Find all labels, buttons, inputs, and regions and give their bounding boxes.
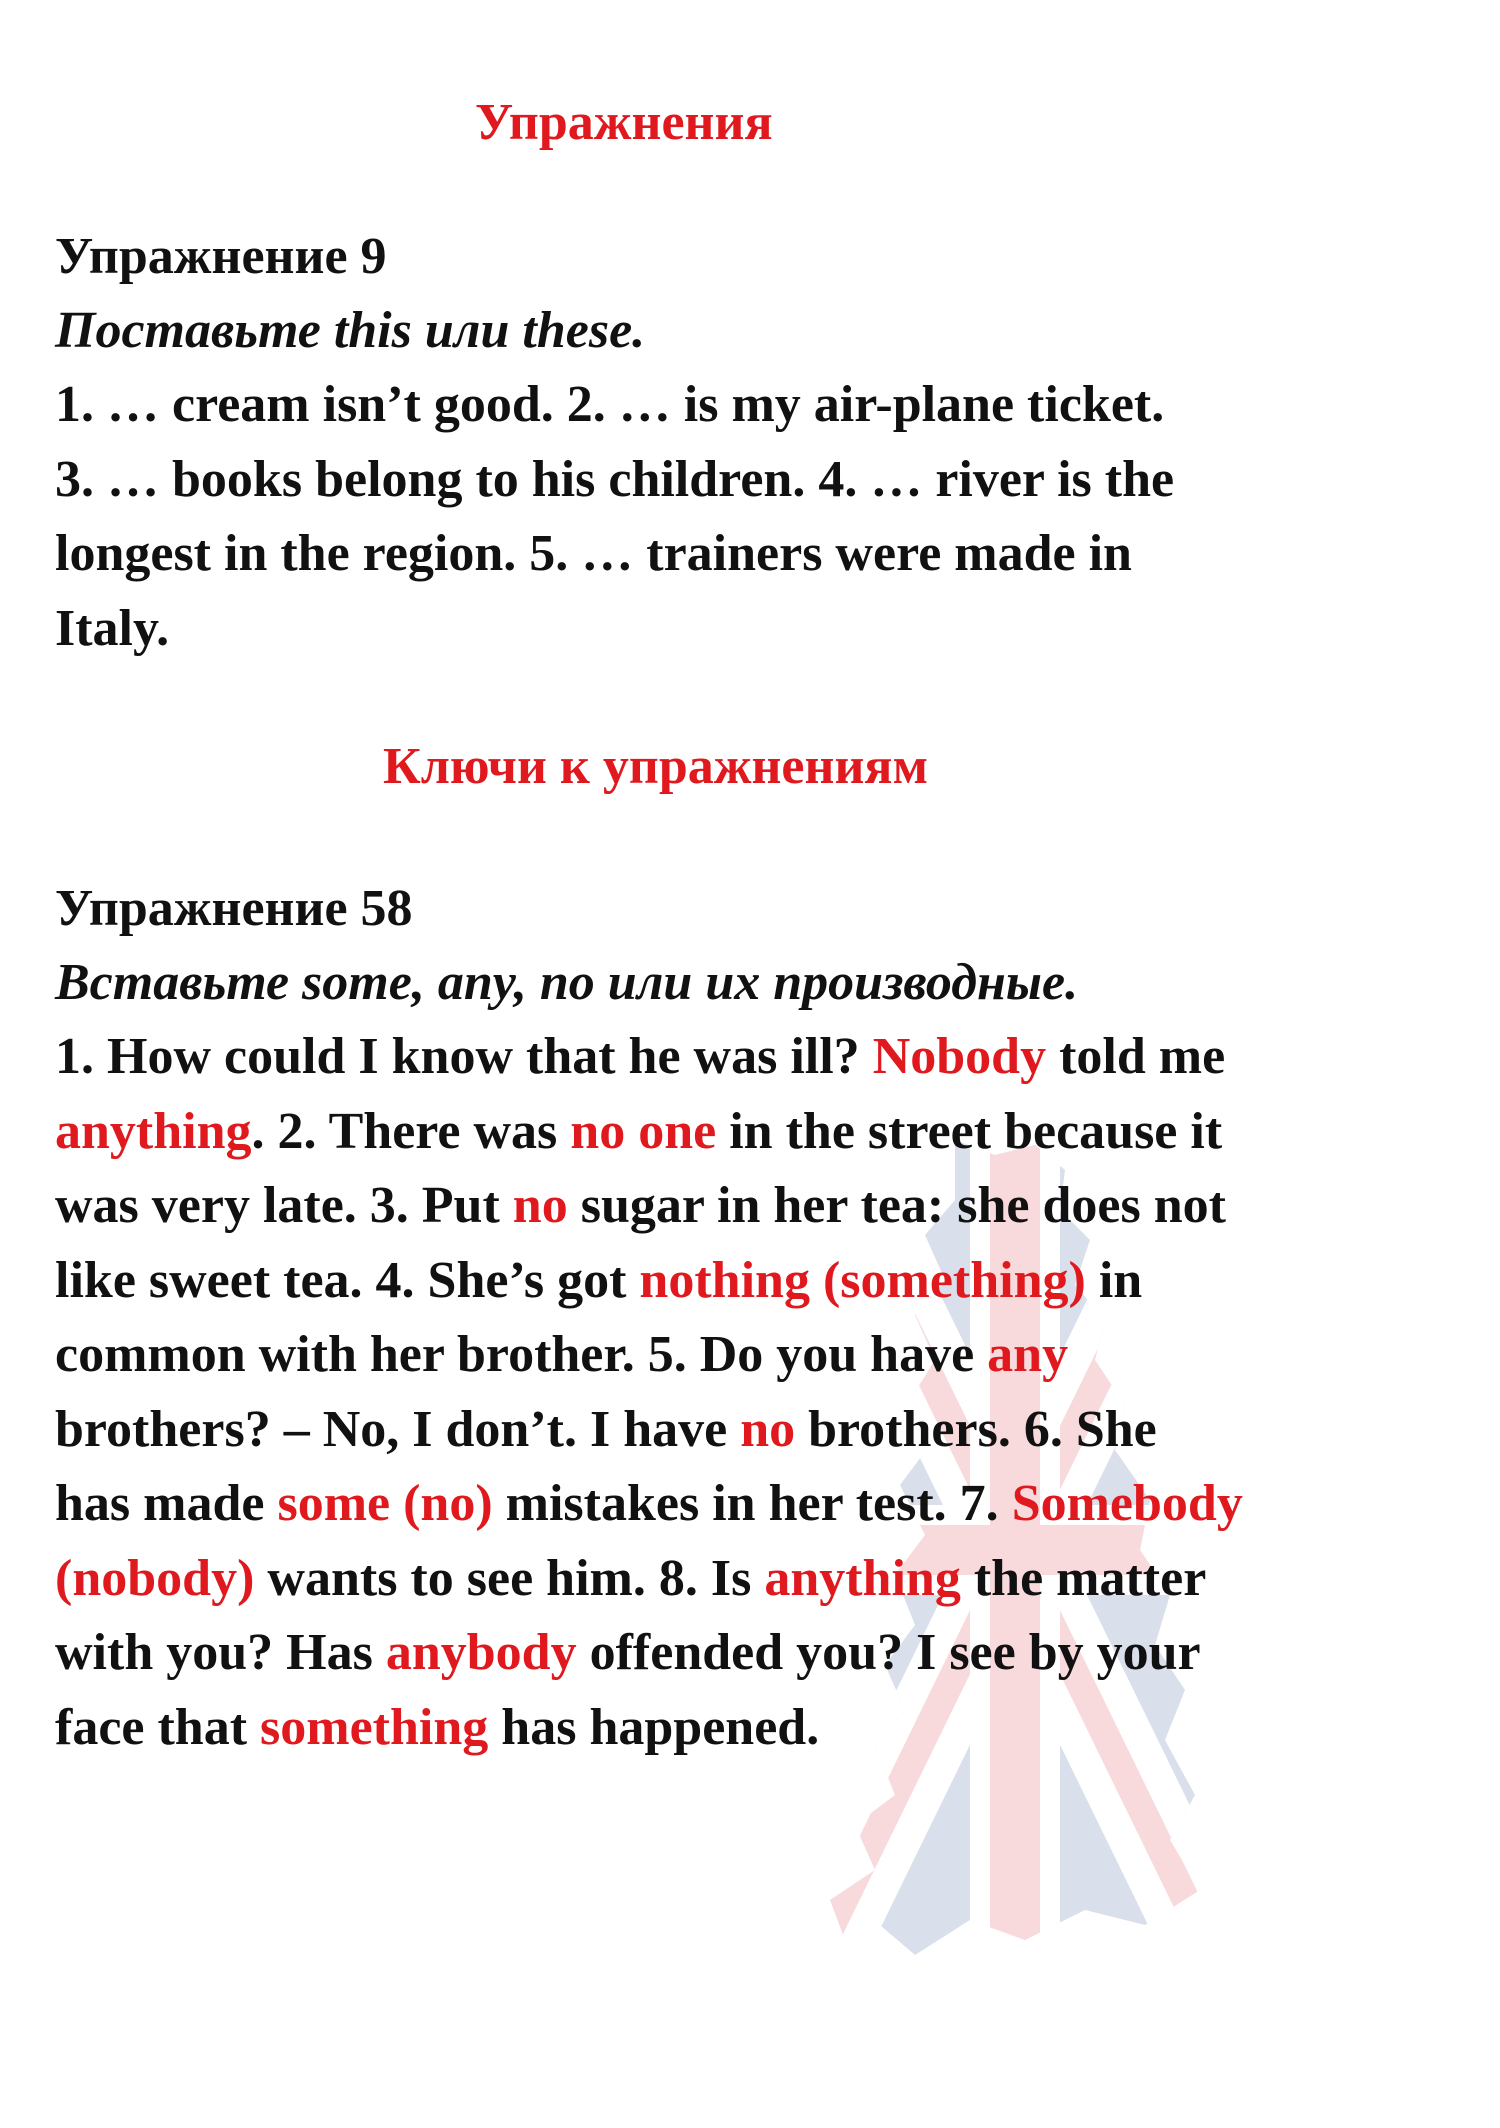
exercises-title: Упражнения: [475, 94, 773, 151]
exercise-58-line: [55, 1616, 1465, 1691]
page-content: [55, 92, 1465, 1765]
sentence-text: in: [1085, 1251, 1143, 1309]
exercise-58-line: [55, 1095, 1465, 1170]
exercise-58-line: [55, 1393, 1465, 1468]
sentence-text: has made: [55, 1475, 278, 1532]
answer-word: some (no): [277, 1475, 493, 1532]
spacer: [55, 798, 1465, 872]
sentence-text: wants to see him. 8. Is: [254, 1549, 765, 1607]
answer-word: Nobody: [872, 1028, 1047, 1085]
sentence-text: mistakes in her test. 7.: [492, 1475, 1012, 1532]
exercise-9-line: longest in the region. 5. … trainers were made in: [55, 525, 1132, 582]
answer-word: Somebody: [1011, 1475, 1243, 1532]
exercise-58-line: [55, 1020, 1465, 1095]
sentence-text: has happened.: [488, 1698, 820, 1756]
exercise-9-line: 1. … cream isn’t good. 2. … is my air-plane ticket.: [55, 376, 1165, 433]
sentence-text: common with her brother. 5. Do you have: [55, 1326, 988, 1383]
sentence-text: like sweet tea. 4. She’s got: [55, 1251, 640, 1309]
exercise-9-section: [55, 220, 1465, 666]
sentence-text: sugar in her tea: she does not: [567, 1177, 1226, 1234]
exercise-58-line: [55, 1542, 1465, 1617]
sentence-text: 1. How could I know that he was ill?: [55, 1028, 873, 1085]
answer-word: anybody: [385, 1624, 577, 1681]
exercise-58-line: [55, 1318, 1465, 1393]
sentence-text: told me: [1046, 1028, 1226, 1085]
answer-word: anything: [55, 1102, 252, 1160]
sentence-text: brothers? – No, I don’t. I have: [55, 1400, 741, 1458]
sentence-text: the matter: [960, 1549, 1207, 1607]
answer-word: something: [260, 1698, 489, 1756]
exercise-58-section: [55, 872, 1465, 1765]
spacer: [55, 154, 1465, 220]
answer-word: no: [740, 1400, 796, 1458]
exercise-58-line: [55, 1244, 1465, 1319]
spacer: [55, 666, 1465, 736]
exercise-58-line: [55, 1467, 1465, 1542]
answer-word: anything: [764, 1549, 961, 1607]
exercise-58-instruction: Вставьте some, any, no или их производные.: [55, 954, 1079, 1011]
exercise-9-heading: Упражнение 9: [55, 228, 387, 285]
sentence-text: offended you? I see by your: [576, 1624, 1201, 1681]
sentence-text: brothers. 6. She: [795, 1400, 1157, 1458]
answer-word: no one: [570, 1102, 717, 1160]
answer-word: (nobody): [55, 1549, 255, 1607]
exercise-9-line: 3. … books belong to his children. 4. … river is the: [55, 450, 1175, 508]
keys-title: Ключи к упражнениям: [383, 738, 928, 795]
answer-word: nothing (something): [639, 1251, 1086, 1309]
answer-word: no: [512, 1177, 568, 1234]
sentence-text: with you? Has: [55, 1624, 386, 1681]
sentence-text: was very late. 3. Put: [55, 1177, 513, 1234]
exercise-9-instruction: Поставьте this или these.: [55, 302, 646, 359]
sentence-text: in the street because it: [716, 1102, 1223, 1160]
sentence-text: face that: [55, 1698, 261, 1756]
exercise-58-answers: [55, 1020, 1465, 1765]
sentence-text: . 2. There was: [251, 1102, 571, 1160]
exercise-58-heading: Упражнение 58: [55, 880, 413, 937]
exercise-9-line: Italy.: [55, 599, 170, 657]
exercise-58-line: [55, 1169, 1465, 1244]
exercise-58-line: [55, 1691, 1465, 1766]
answer-word: any: [987, 1326, 1069, 1383]
